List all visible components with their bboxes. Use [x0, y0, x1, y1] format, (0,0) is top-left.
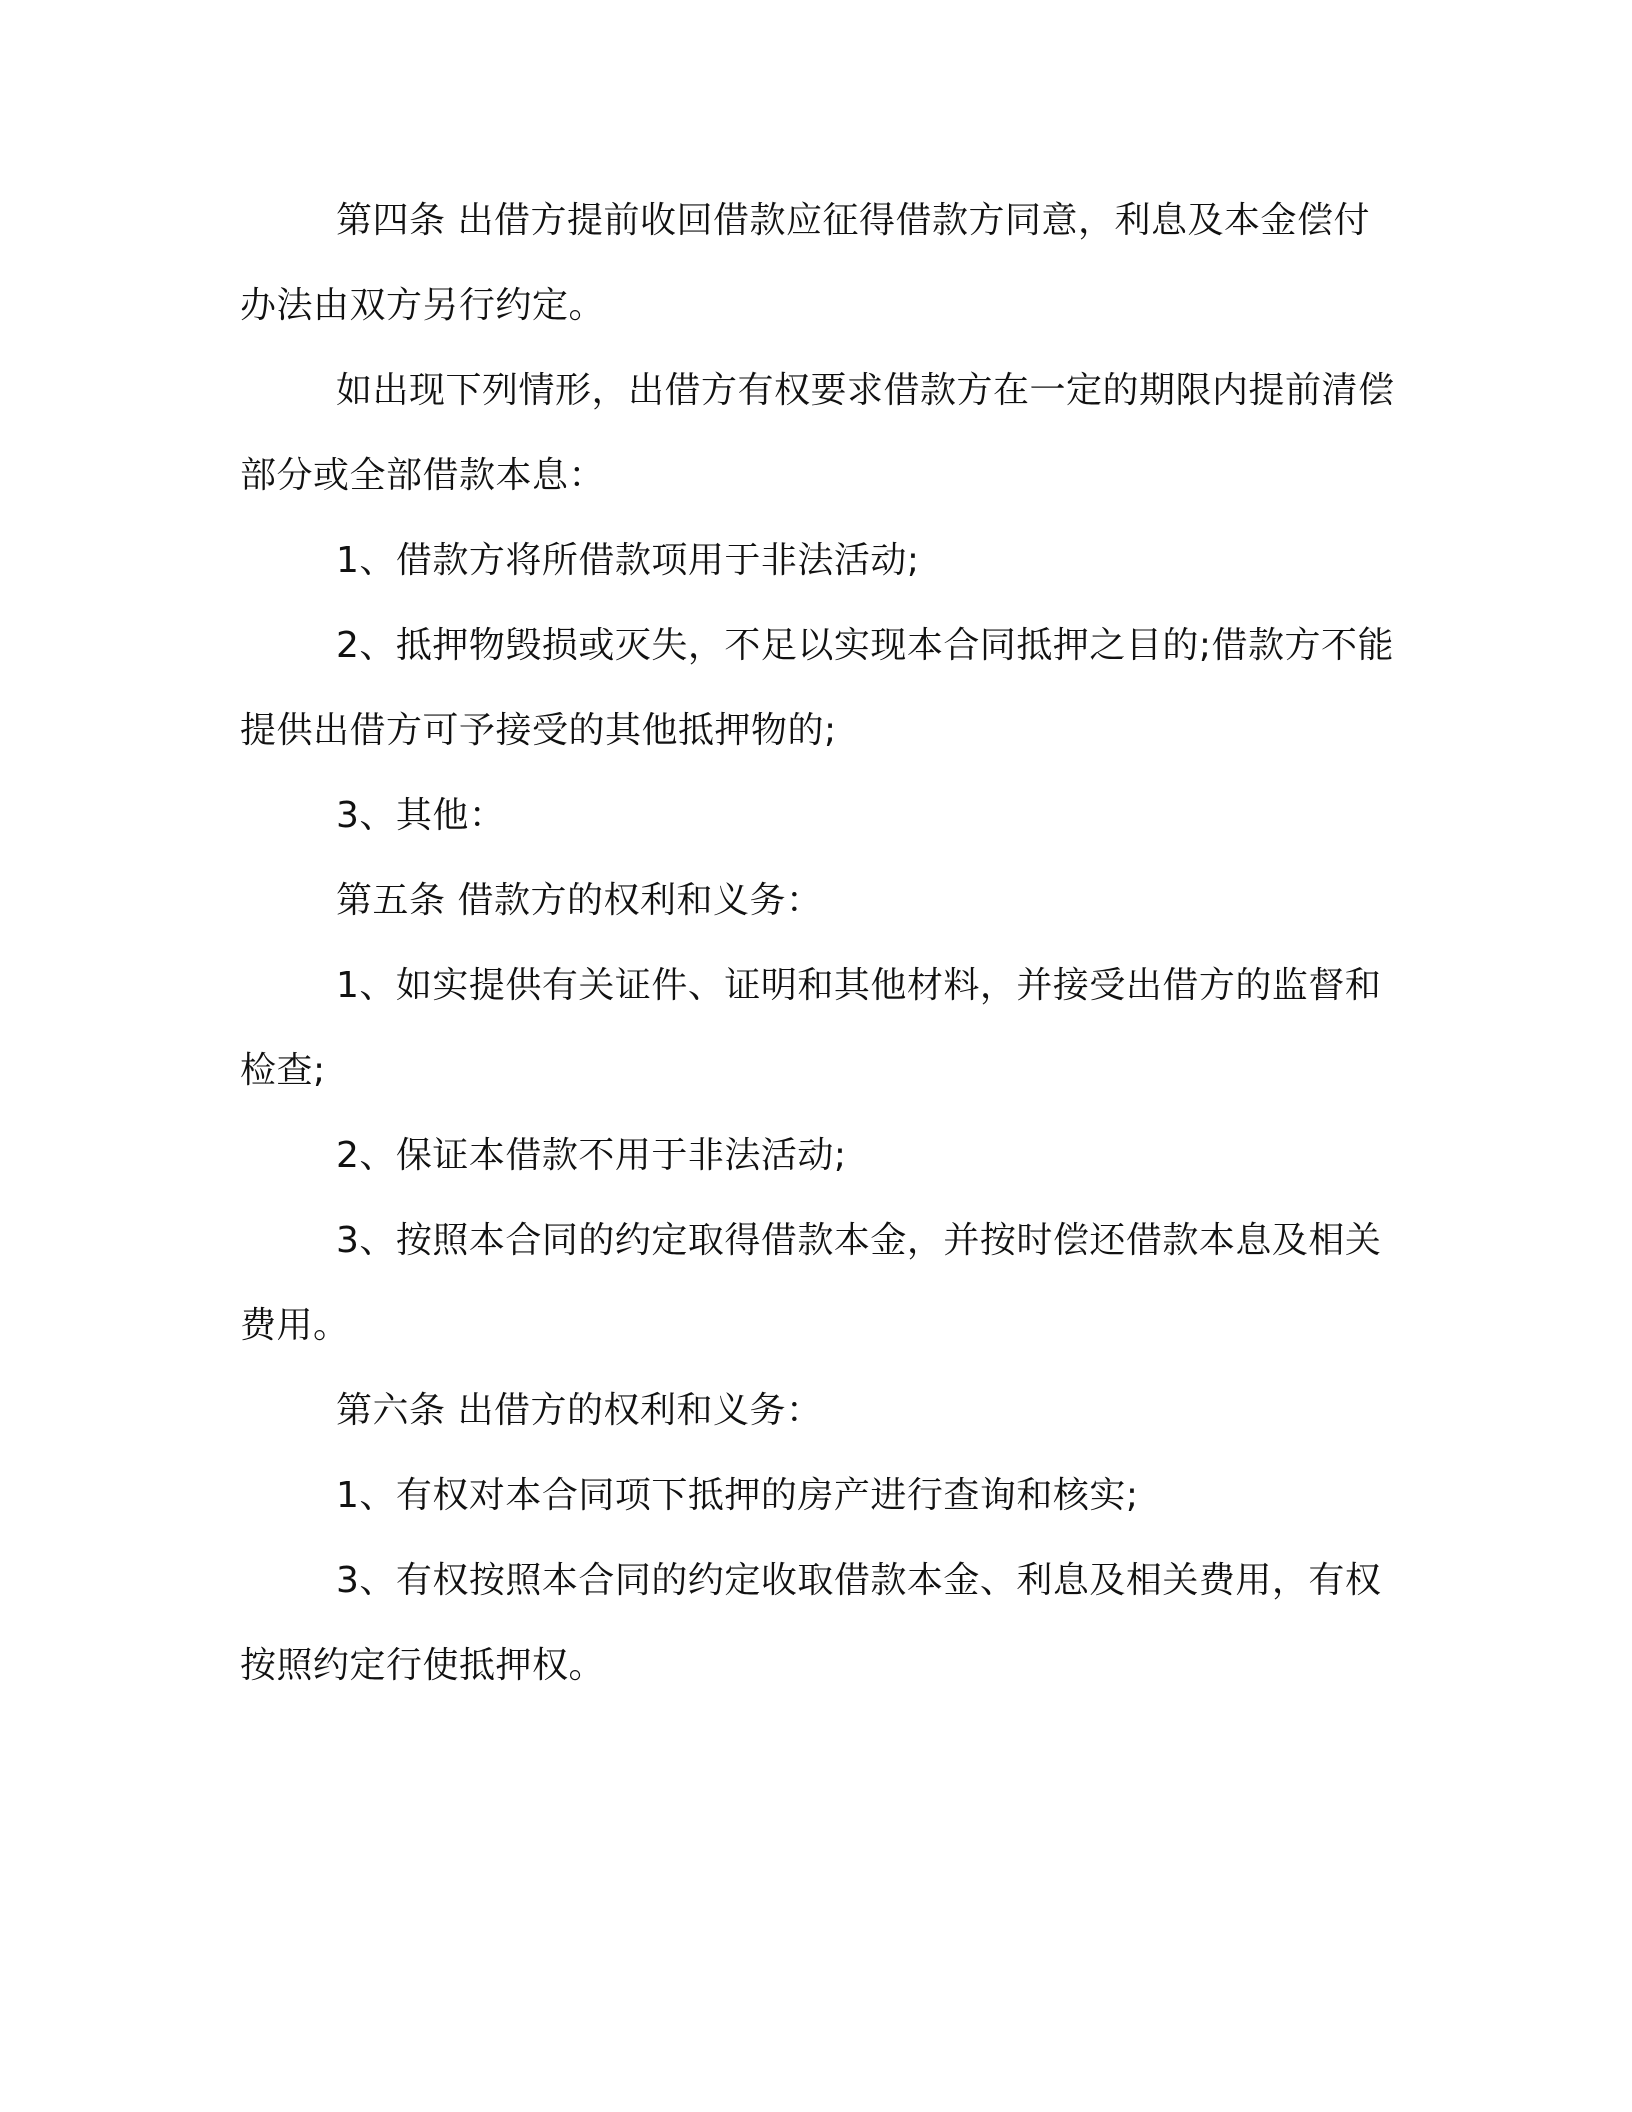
paragraph-early-repayment-conditions: 如出现下列情形，出借方有权要求借款方在一定的期限内提前清偿部分或全部借款本息：	[240, 370, 1395, 496]
paragraph-article-4: 第四条 出借方提前收回借款应征得借款方同意，利息及本金偿付办法由双方另行约定。	[240, 200, 1370, 326]
list-item-repay-on-time: 3、按照本合同的约定取得借款本金，并按时偿还借款本息及相关费用。	[240, 1220, 1382, 1346]
document-body	[240, 178, 1395, 1708]
list-item-collect-repayment: 3、有权按照本合同的约定收取借款本金、利息及相关费用，有权按照约定行使抵押权。	[240, 1560, 1382, 1686]
list-item-collateral-loss: 2、抵押物毁损或灭失，不足以实现本合同抵押之目的;借款方不能提供出借方可予接受的其他抵押物的;	[240, 625, 1395, 751]
list-item-provide-documents: 1、如实提供有关证件、证明和其他材料，并接受出借方的监督和检查;	[240, 965, 1382, 1091]
list-item-illegal-use: 1、借款方将所借款项用于非法活动;	[336, 540, 920, 581]
paragraph-article-6: 第六条 出借方的权利和义务：	[336, 1390, 823, 1431]
list-item-no-illegal-use: 2、保证本借款不用于非法活动;	[336, 1135, 847, 1176]
paragraph-article-5: 第五条 借款方的权利和义务：	[336, 880, 823, 921]
list-item-other: 3、其他：	[336, 795, 506, 836]
list-item-inspect-property: 1、有权对本合同项下抵押的房产进行查询和核实;	[336, 1475, 1139, 1516]
